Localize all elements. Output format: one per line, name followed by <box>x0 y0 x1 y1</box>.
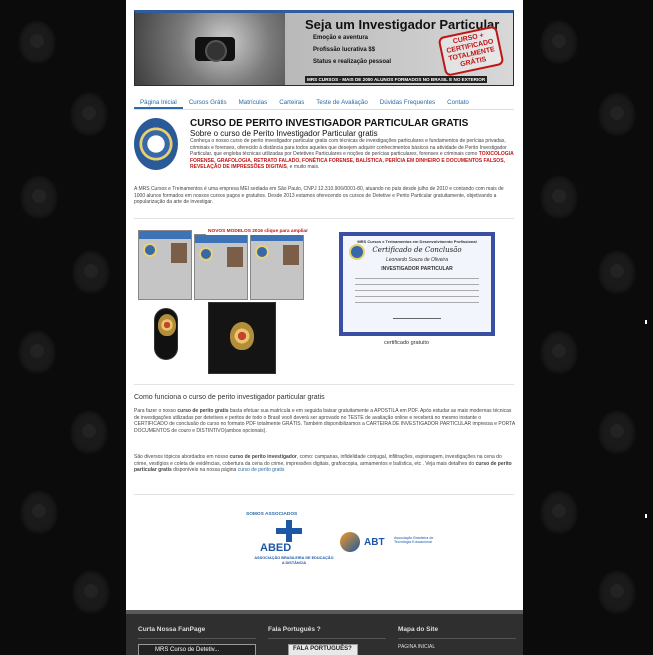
abed-cross-icon <box>276 520 302 542</box>
topics-text: São diversos tópicos abordados em nosso <box>134 454 230 460</box>
nav-item-pagina-inicial[interactable]: Página Inicial <box>134 96 183 109</box>
perito-badge-logo <box>134 118 178 170</box>
id-card-image <box>194 234 248 300</box>
map-link-pagina-inicial[interactable]: PAGINA INICIAL <box>398 644 436 650</box>
divider <box>134 494 514 495</box>
scroll-marker <box>645 320 647 324</box>
id-card-image <box>250 232 304 300</box>
how-bold: curso de perito gratis <box>177 408 229 414</box>
banner-bullet: Status e realização pessoal <box>313 59 392 65</box>
topics-bold: curso de perito particular gratis <box>134 460 512 473</box>
nav-item-contato[interactable]: Contato <box>447 99 469 106</box>
nav-item-carteiras[interactable]: Carteiras <box>279 99 305 106</box>
topics-text: disponíveis na nossa página <box>171 467 238 473</box>
curso-perito-gratis-link[interactable]: curso de perito gratis <box>237 467 285 473</box>
abt-word: ABT <box>364 537 385 548</box>
topics-paragraph <box>134 454 516 474</box>
footer <box>126 610 523 655</box>
banner-title: Seja um Investigador Particular <box>305 17 500 32</box>
fanpage-widget[interactable] <box>138 644 256 655</box>
certificate-caption: certificado gratuito <box>384 340 429 346</box>
topics-bold: curso de perito investigador <box>229 454 297 460</box>
associates-label: SOMOS ASSOCIADOS <box>246 512 298 517</box>
divider <box>134 218 514 219</box>
footer-fanpage-title: Curta Nossa FanPage <box>138 626 206 633</box>
free-course-seal: CURSO + CERTIFICADO TOTALMENTE GRÁTIS <box>437 25 504 77</box>
certificate-line <box>355 302 479 303</box>
footer-fala-title: Fala Português ? <box>268 626 321 633</box>
abt-circle-icon <box>340 532 360 552</box>
how-text: basta efetuar sua matrícula e em seguida baixar gratuitamente a APOSTILA em PDF. Após estudar as mais modernas técnicas de investigações utilizadas por detetives e peritos de todo o Brasil você deverá ser aprovado no TESTE de avaliação online e receberá no mesmo instante o CERTIFICADO de conclusão do curso no formato PDF totalmente GRÁTIS. Também disponibilizamos a CARTEIRA DE INVESTIGADOR PARTICULAR impressa e PORTA DOCUMENTOS de couro e DISTINTIVO(ambos opcionais). <box>134 408 515 434</box>
fanpage-label: MRS Curso de Detetiv... <box>155 647 220 653</box>
how-it-works-paragraph <box>134 408 516 434</box>
new-models-tag[interactable]: NOVOS MODELOS 2016 clique para ampliar <box>208 229 308 234</box>
certificate-line <box>355 278 479 279</box>
certificate-signature-line <box>393 318 441 319</box>
abt-logo[interactable] <box>340 532 440 556</box>
page-title: CURSO DE PERITO INVESTIGADOR PARTICULAR GRATIS <box>190 118 469 129</box>
abed-word: ABED <box>260 542 292 554</box>
nav-item-teste-avaliacao[interactable]: Teste de Avaliação <box>316 99 368 106</box>
top-bar <box>126 0 523 10</box>
footer-divider <box>268 638 386 639</box>
nav-item-cursos-gratis[interactable]: Cursos Grátis <box>188 99 227 106</box>
banner-footer-line: MRS CURSOS - MAIS DE 2000 ALUNOS FORMADOS NO BRASIL E NO EXTERIOR <box>307 77 486 82</box>
topics-text: , como: campanas, infidelidade conjugal, infiltrações, espionagem, investigações na cena do crime, vestígios e coleta de evidências, cobertura da cena do crime, impressões digitais, grafoscopia, armamentos e balística, etc . Veja mais detalhes do <box>134 454 502 467</box>
certificate-name: Leonardo Souza de Oliveira <box>386 257 448 263</box>
divider <box>134 384 514 385</box>
banner-bullet: Profissão lucrativa $$ <box>313 47 376 53</box>
how-it-works-heading: Como funciona o curso de perito investigador particular gratis <box>134 394 325 401</box>
about-paragraph: A MRS Cursos e Treinamentos é uma empresa MEI sediada em São Paulo, CNPJ 12.310.906/0001-80, atuando no país desde julho de 2010 e contando com mais de 1000 alunos formados em nossos cursos pagos e gratuitos. Desde 2013 estamos oferecendo os cursos de Detetive e Perito Particular gratuitamente, objetivando a popularização da arte de investigar. <box>134 186 504 205</box>
camera-icon <box>195 37 235 61</box>
scroll-marker <box>645 514 647 518</box>
intro-end: , e muito mais. <box>286 164 320 170</box>
abt-subtitle: Associação Brasileira de Tecnologia Educacional <box>394 536 434 545</box>
badge-icon <box>158 314 176 336</box>
how-text: Para fazer o nosso <box>134 408 178 414</box>
footer-divider <box>138 638 256 639</box>
intro-highlight: TOXICOLOGIA FORENSE, GRAFOLOGIA, RETRATO FALADO, FONÉTICA FORENSE, BALÍSTICA, PERÍCIA EM DINHEIRO E DOCUMENTOS FALSOS, REVELAÇÃO DE IMPRESSÕES DIGITAIS <box>190 151 514 170</box>
abed-subtitle: ASSOCIAÇÃO BRASILEIRA DE EDUCAÇÃO A DISTÂNCIA <box>254 556 334 565</box>
nav-item-duvidas[interactable]: Dúvidas Frequentes <box>379 99 436 106</box>
badge-icon <box>230 322 254 350</box>
certificate-course: INVESTIGADOR PARTICULAR <box>381 266 453 272</box>
intro-text: Conheça o nosso curso de perito investigador particular gratis com técnicas de investigações particulares e fundamentos de perícias privadas, criminais e forenses, oferecido à distância para todos aqueles que desejem adquirir conhecimentos básicos na atividade de Perito Investigador Particular, que engloba técnicas utilizadas por Detetives Particulares e noções de perícias particulares, forenses e criminais como <box>190 138 507 157</box>
page-subtitle: Sobre o curso de Perito Investigador Particular gratis <box>190 129 378 138</box>
models-gallery[interactable] <box>138 230 308 380</box>
footer-map-title: Mapa do Site <box>398 626 439 633</box>
certificate-line <box>355 284 479 285</box>
banner-photo <box>135 13 285 85</box>
id-card-image <box>138 230 192 300</box>
banner-bullet: Emoção e aventura <box>313 35 369 41</box>
nav-item-matriculas[interactable]: Matrículas <box>238 99 268 106</box>
certificate-title: Certificado de Conclusão <box>372 246 462 254</box>
fala-portugues-banner[interactable] <box>288 644 358 655</box>
certificate-line <box>355 290 479 291</box>
certificate-image[interactable] <box>339 232 495 336</box>
page-container <box>126 0 523 655</box>
certificate-line <box>355 296 479 297</box>
footer-divider <box>398 638 516 639</box>
header-banner[interactable] <box>134 10 514 86</box>
certificate-header: MRS Cursos e Treinamentos em Desenvolvimento Profissional <box>357 239 477 244</box>
abed-logo[interactable] <box>254 520 334 574</box>
fala-label: FALA PORTUGUÊS? <box>293 646 352 652</box>
main-nav <box>134 96 514 110</box>
intro-paragraph <box>190 138 516 171</box>
